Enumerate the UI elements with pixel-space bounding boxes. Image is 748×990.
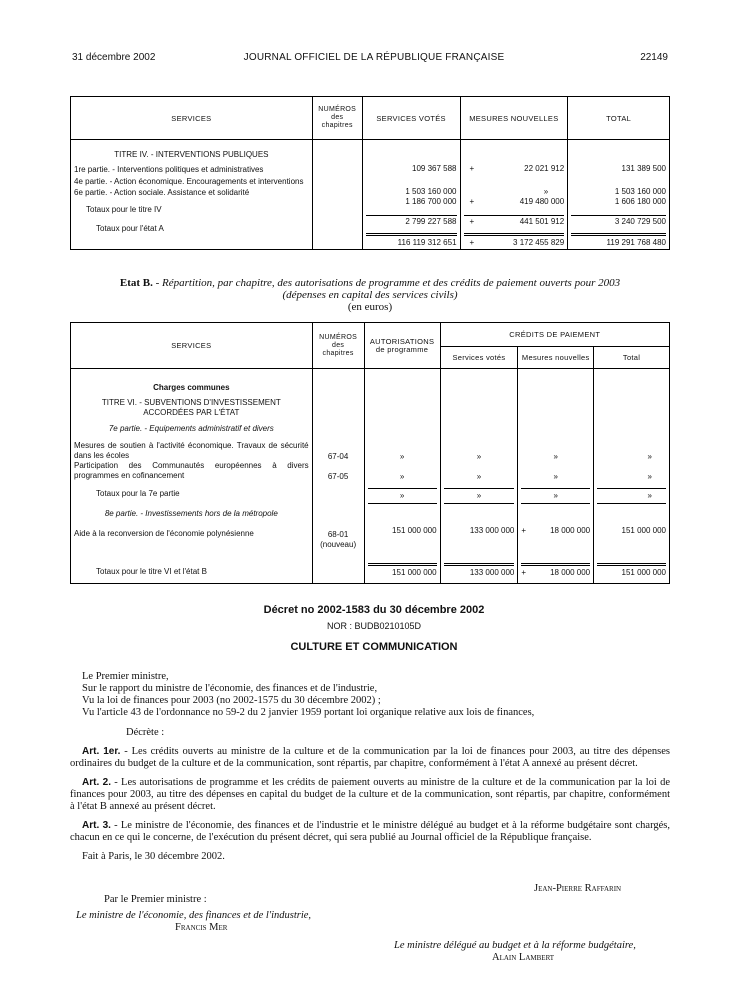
- article-1-text: - Les crédits ouverts au ministre de la culture et de la communication par la loi de finances pour 2003, au titre des dépenses ordinaires du budget de la culture et de la communication, sont répartis, par chapitre, conformément à l'état A annexé au présent décret.: [70, 746, 670, 769]
- col-mesures-nouvelles: MESURES NOUVELLES: [460, 97, 568, 140]
- total-label: Totaux pour la 7e partie: [96, 489, 180, 498]
- col-total: TOTAL: [568, 97, 670, 140]
- sign: +: [469, 216, 475, 226]
- etat-b-title: [70, 277, 670, 313]
- col-services: SERVICES: [71, 97, 313, 140]
- sign: +: [469, 238, 475, 247]
- sign: +: [521, 526, 527, 535]
- cell: 18 000 000: [550, 526, 591, 535]
- minister-1: Le ministre de l'économie, des finances et de l'industrie,: [76, 910, 312, 921]
- cell: 151 000 000: [368, 563, 437, 578]
- cell: 119 291 768 480: [571, 233, 666, 249]
- cell: 133 000 000: [469, 526, 515, 535]
- preamble-line: Le Premier ministre,: [82, 671, 169, 682]
- cell: 419 480 000: [519, 197, 565, 206]
- done-at: Fait à Paris, le 30 décembre 2002.: [82, 851, 225, 862]
- table-header-row: [71, 97, 670, 140]
- titre-heading: TITRE VI. - SUBVENTIONS D'INVESTISSEMENT ACCORDÉES PAR L'ÉTAT: [101, 398, 281, 417]
- signer-pm: Jean-Pierre Raffarin: [534, 883, 622, 894]
- row-label: Aide à la reconversion de l'économie polynésienne: [74, 529, 254, 538]
- cell: 2 799 227 588: [366, 215, 457, 228]
- cell: »: [521, 488, 590, 504]
- cell: 1 503 160 000: [405, 186, 457, 196]
- decree-title: Décret no 2002-1583 du 30 décembre 2002: [263, 604, 485, 616]
- total-label: Totaux pour le titre IV: [86, 205, 162, 214]
- etat-a-table: [70, 96, 670, 250]
- journal-title: JOURNAL OFFICIEL DE LA RÉPUBLIQUE FRANÇAISE: [243, 52, 505, 63]
- cell: »: [553, 452, 558, 461]
- col-credits-paiement: CRÉDITS DE PAIEMENT: [440, 323, 669, 347]
- decrete: Décrète :: [126, 727, 165, 738]
- col-services-votes: Services votés: [440, 347, 518, 369]
- chapter-number: 68-01: [327, 530, 349, 539]
- sign: +: [469, 164, 475, 173]
- decree-body: [70, 671, 670, 863]
- sign: +: [469, 197, 475, 206]
- article-2: [70, 777, 670, 813]
- cell: 3 172 455 829: [513, 238, 565, 247]
- cell: »: [543, 186, 549, 196]
- by-pm: Par le Premier ministre :: [104, 894, 207, 905]
- cell: »: [476, 452, 482, 461]
- cell: 18 000 000: [550, 568, 591, 577]
- col-chapters: NUMÉROS des chapitres: [312, 323, 364, 369]
- cell: 116 119 312 651: [366, 233, 457, 249]
- article-3-label: Art. 3.: [82, 820, 111, 831]
- table-body: [71, 140, 670, 250]
- cell: »: [597, 488, 666, 504]
- col-total: Total: [594, 347, 670, 369]
- table-body: [71, 369, 670, 584]
- cell: 131 389 500: [621, 164, 666, 173]
- col-mesures-nouvelles: Mesures nouvelles: [518, 347, 594, 369]
- article-1: [70, 746, 670, 770]
- cell: »: [476, 472, 482, 481]
- minister-2: Le ministre délégué au budget et à la réforme budgétaire,: [394, 940, 636, 951]
- chapter-note: (nouveau): [320, 540, 357, 549]
- article-1-label: Art. 1er.: [82, 746, 121, 757]
- article-3: [70, 820, 670, 844]
- cell: »: [399, 452, 405, 461]
- etat-b-heading: - Répartition, par chapitre, des autorisations de programme et des crédits de paiement ouverts pour 2003: [152, 277, 621, 289]
- part-heading: 8e partie. - Investissements hors de la métropole: [104, 509, 278, 518]
- chapter-number: 67-05: [327, 472, 349, 481]
- page-number: 22149: [640, 52, 668, 63]
- cell: 441 501 912: [519, 216, 565, 226]
- article-2-label: Art. 2.: [82, 777, 111, 788]
- cell: 1 503 160 000: [614, 186, 666, 196]
- cell: 3 240 729 500: [571, 215, 666, 228]
- sign: +: [521, 568, 527, 577]
- etat-b-unit: (en euros): [347, 301, 393, 313]
- total-label: Totaux pour le titre VI et l'état B: [96, 567, 207, 576]
- col-chapters: NUMÉROS des chapitres: [312, 97, 362, 140]
- chapter-number: 67-04: [327, 452, 349, 461]
- titre-heading: TITRE IV. - INTERVENTIONS PUBLIQUES: [114, 150, 269, 159]
- cell: 22 021 912: [524, 164, 565, 173]
- group-heading: Charges communes: [153, 383, 230, 392]
- row-label: 1re partie. - Interventions politiques et administratives: [74, 164, 264, 174]
- minister-1-name: Francis Mer: [175, 922, 228, 933]
- decree-nor: NOR : BUDB0210105D: [326, 621, 422, 631]
- row-label: Mesures de soutien à l'activité économique. Travaux de sécurité dans les écoles: [74, 441, 309, 460]
- cell: 133 000 000: [444, 563, 515, 578]
- cell: 151 000 000: [621, 526, 666, 535]
- cell: »: [647, 452, 652, 461]
- row-label: 6e partie. - Action sociale. Assistance et solidarité: [74, 187, 250, 197]
- etat-b-lead: Etat B.: [119, 277, 153, 289]
- cell: 151 000 000: [597, 563, 666, 578]
- preamble-line: Vu l'article 43 de l'ordonnance no 59-2 du 2 janvier 1959 portant loi organique relative aux lois de finances,: [82, 707, 535, 718]
- part-heading: 7e partie. - Equipements administratif et divers: [108, 424, 274, 433]
- cell: »: [444, 488, 515, 504]
- cell: 1 186 700 000: [405, 197, 457, 206]
- col-autorisations: AUTORISATIONS de programme: [364, 323, 440, 369]
- article-2-text: - Les autorisations de programme et les crédits de paiement ouverts au ministre de la culture et de la communication par la loi de finances pour 2003, au titre des dépenses en capital du budget de la culture et de la communication, sont répartis, par chapitre, conformément à l'état B annexé au présent décret.: [70, 777, 671, 812]
- minister-2-name: Alain Lambert: [492, 952, 555, 963]
- etat-b-subheading: (dépenses en capital des services civils): [282, 289, 458, 301]
- etat-b-table: [70, 322, 670, 584]
- cell: 1 606 180 000: [614, 197, 666, 206]
- row-label: Participation des Communautés européennes à divers programmes en cofinancement: [74, 461, 309, 480]
- cell: 151 000 000: [392, 526, 437, 535]
- ministry-heading: CULTURE ET COMMUNICATION: [290, 641, 458, 653]
- cell: 109 367 588: [412, 164, 457, 173]
- article-3-text: - Le ministre de l'économie, des finances et de l'industrie et le ministre délégué au budget et à la réforme budgétaire sont chargés, chacun en ce qui le concerne, de l'exécution du présent décret, qui sera publié au Journal officiel de la République française.: [70, 820, 670, 843]
- row-label: 4e partie. - Action économique. Encouragements et interventions: [74, 177, 304, 186]
- total-label: Totaux pour l'état A: [96, 223, 164, 233]
- cell: »: [553, 472, 558, 481]
- preamble-line: Sur le rapport du ministre de l'économie, des finances et de l'industrie,: [82, 683, 378, 694]
- preamble-line: Vu la loi de finances pour 2003 (no 2002-1575 du 30 décembre 2002) ;: [82, 695, 381, 706]
- cell: »: [368, 488, 437, 504]
- cell: »: [399, 472, 405, 481]
- cell: »: [647, 472, 652, 481]
- header-date: 31 décembre 2002: [72, 52, 156, 63]
- col-services-votes: SERVICES VOTÉS: [362, 97, 460, 140]
- col-services: SERVICES: [71, 323, 313, 369]
